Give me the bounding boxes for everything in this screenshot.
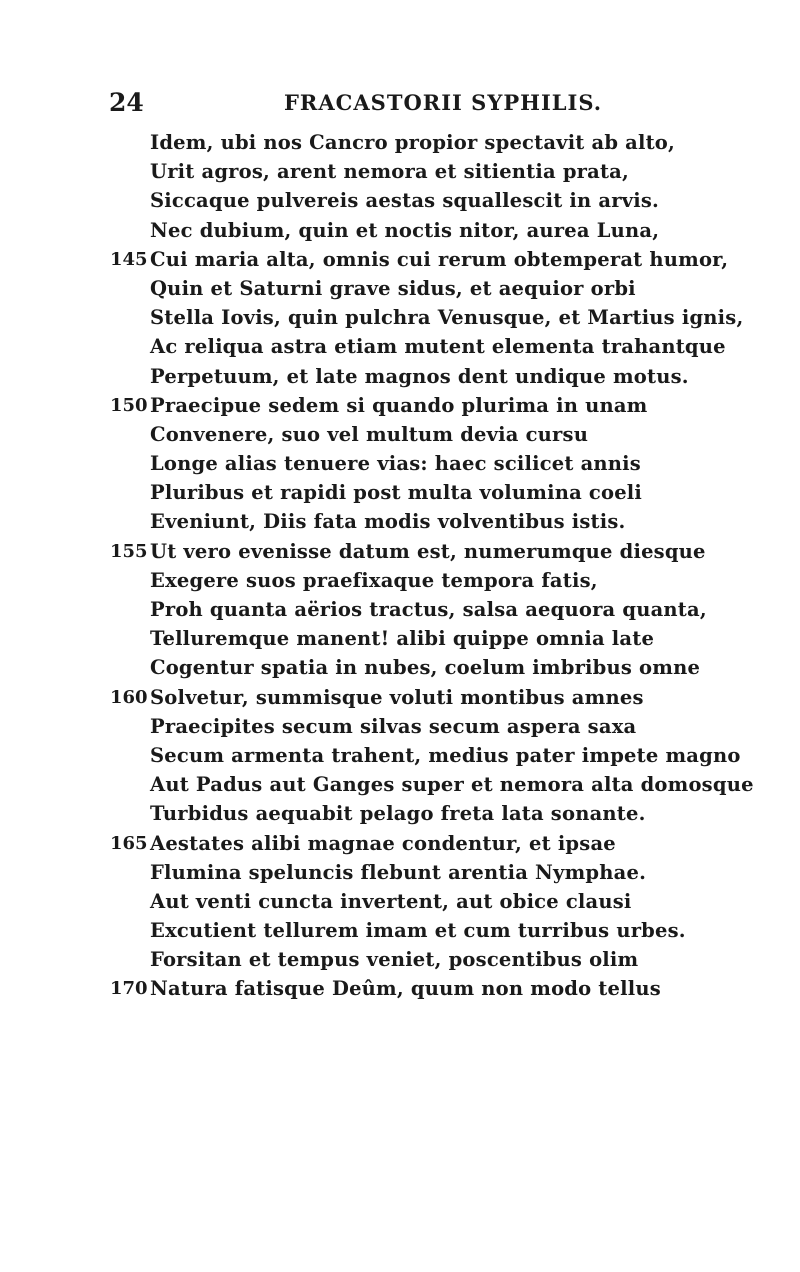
verse-text: Urit agros, arent nemora et sitientia prata, <box>150 160 629 184</box>
verse-line <box>110 507 770 536</box>
page-header <box>0 88 800 128</box>
line-number: 145 <box>110 248 148 270</box>
verse-line <box>110 274 770 303</box>
verse-text: Longe alias tenuere vias: haec scilicet annis <box>150 452 641 476</box>
verse-text: Excutient tellurem imam et cum turribus urbes. <box>150 919 686 943</box>
verse-text: Proh quanta aërios tractus, salsa aequora quanta, <box>150 598 707 621</box>
verse-line <box>110 624 770 653</box>
verse-text: Turbidus aequabit pelago freta lata sonante. <box>150 802 646 826</box>
verse-line <box>110 216 770 245</box>
verse-text: Ac reliqua astra etiam mutent elementa trahantque <box>150 335 726 359</box>
page-number: 24 <box>109 88 144 117</box>
verse-line <box>110 303 770 332</box>
verse-text: Stella Iovis, quin pulchra Venusque, et Martius ignis, <box>150 306 744 330</box>
verse-text: Aut Padus aut Ganges super et nemora alta domosque <box>150 773 754 797</box>
verse-line <box>110 945 770 974</box>
verse-line <box>110 916 770 945</box>
verse-text: Aut venti cuncta invertent, aut obice clausi <box>150 889 632 913</box>
verse-line <box>110 653 770 682</box>
verse-line <box>110 537 770 566</box>
verse-text: Secum armenta trahent, medius pater impete magno <box>150 743 741 767</box>
verse-block <box>110 128 770 1004</box>
verse-line <box>110 829 770 858</box>
verse-line <box>110 799 770 828</box>
verse-line <box>110 245 770 274</box>
verse-text: Praecipue sedem si quando plurima in unam <box>150 393 648 417</box>
running-title: FRACASTORII SYPHILIS. <box>284 90 603 115</box>
verse-text: Natura fatisque Deûm, quum non modo tellus <box>150 977 661 1001</box>
verse-line <box>110 683 770 712</box>
verse-line <box>110 157 770 186</box>
verse-text: Telluremque manent! alibi quippe omnia late <box>150 627 655 651</box>
verse-text: Ut vero evenisse datum est, numerumque diesque <box>150 539 706 563</box>
line-number: 155 <box>110 540 148 562</box>
verse-text: Perpetuum, et late magnos dent undique motus. <box>150 364 689 388</box>
verse-line <box>110 974 770 1003</box>
verse-text: Cogentur spatia in nubes, coelum imbribus omne <box>150 656 701 680</box>
verse-text: Quin et Saturni grave sidus, et aequior orbi <box>150 276 636 300</box>
verse-line <box>110 566 770 595</box>
line-number: 170 <box>110 978 148 1000</box>
verse-text: Nec dubium, quin et noctis nitor, aurea Luna, <box>150 218 660 242</box>
verse-line <box>110 595 770 624</box>
verse-text: Siccaque pulvereis aestas squallescit in arvis. <box>150 189 660 213</box>
verse-text: Idem, ubi nos Cancro propior spectavit ab alto, <box>150 131 676 154</box>
verse-text: Pluribus et rapidi post multa volumina coeli <box>150 481 643 505</box>
verse-text: Cui maria alta, omnis cui rerum obtemperat humor, <box>150 247 729 271</box>
verse-text: Flumina speluncis flebunt arentia Nymphae. <box>150 860 647 884</box>
verse-line <box>110 478 770 507</box>
verse-line <box>110 186 770 215</box>
line-number: 165 <box>110 832 148 854</box>
verse-text: Convenere, suo vel multum devia cursu <box>150 422 589 446</box>
verse-text: Eveniunt, Diis fata modis volventibus istis. <box>150 510 626 534</box>
line-number: 160 <box>110 686 148 708</box>
verse-text: Forsitan et tempus veniet, poscentibus olim <box>150 948 639 972</box>
verse-line <box>110 332 770 361</box>
verse-line <box>110 887 770 916</box>
verse-text: Praecipites secum silvas secum aspera saxa <box>150 714 637 738</box>
verse-line <box>110 770 770 799</box>
verse-line <box>110 449 770 478</box>
verse-line <box>110 391 770 420</box>
verse-text: Aestates alibi magnae condentur, et ipsae <box>150 831 616 855</box>
verse-line <box>110 420 770 449</box>
line-number: 150 <box>110 394 148 416</box>
verse-line <box>110 128 770 157</box>
verse-line <box>110 858 770 887</box>
verse-text: Solvetur, summisque voluti montibus amnes <box>150 685 644 709</box>
verse-line <box>110 741 770 770</box>
verse-text: Exegere suos praefixaque tempora fatis, <box>150 568 598 592</box>
verse-line <box>110 362 770 391</box>
verse-line <box>110 712 770 741</box>
